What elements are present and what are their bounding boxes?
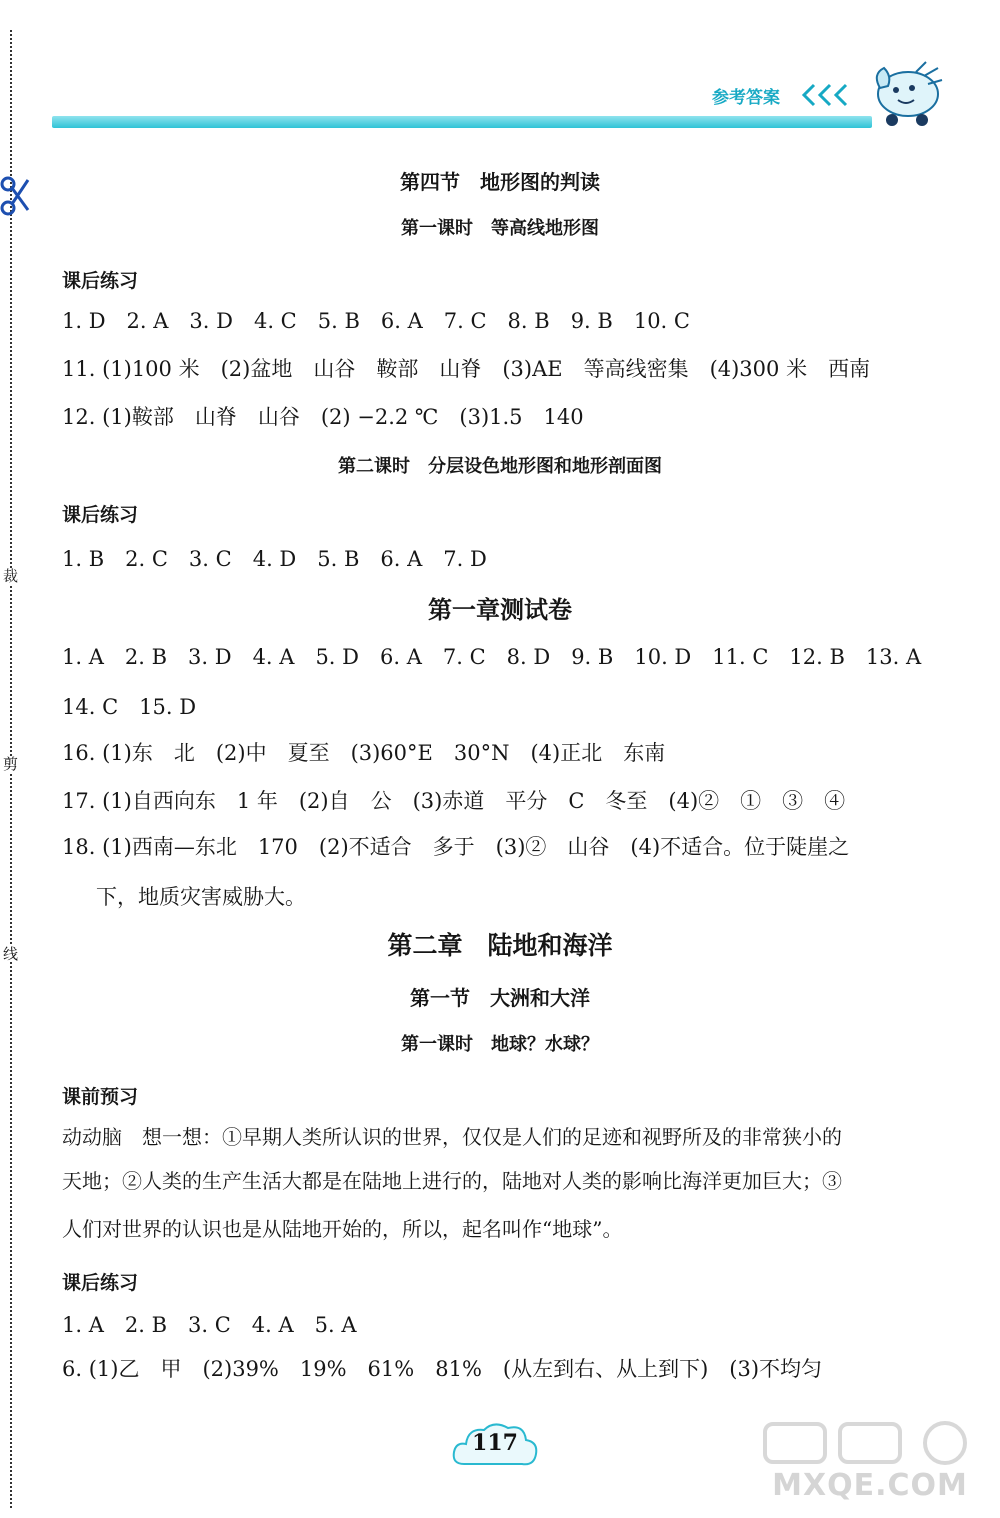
exercise-label: 课后练习	[62, 504, 139, 526]
mascot-icon	[866, 54, 946, 130]
margin-mark-jian: 剪	[3, 755, 19, 773]
answer-line: 1. A 2. B 3. C 4. A 5. A	[62, 1313, 357, 1337]
lesson-title: 第二课时 分层设色地形图和地形剖面图	[338, 456, 662, 477]
answer-line: 18. (1)西南—东北 170 (2)不适合 多于 (3)② 山谷 (4)不适合。位于陡崖之	[62, 835, 850, 859]
margin-mark-xian: 线	[3, 945, 19, 963]
exercise-label: 课后练习	[62, 270, 139, 292]
watermark-logo-icon	[745, 1418, 995, 1468]
answer-line: 1. A 2. B 3. D 4. A 5. D 6. A 7. C 8. D 9. B 10. D 11. C 12. B 13. A	[62, 645, 922, 669]
answer-line: 6. (1)乙 甲 (2)39% 19% 61% 81% (从左到右、从上到下) (3)不均匀	[62, 1357, 823, 1381]
page-number-badge	[450, 1420, 540, 1472]
exercise-label: 课后练习	[62, 1272, 139, 1294]
test-title: 第一章测试卷	[428, 596, 572, 624]
answer-line: 12. (1)鞍部 山脊 山谷 (2) −2.2 ℃ (3)1.5 140	[62, 405, 584, 429]
lesson-title: 第一课时 地球？水球？	[401, 1034, 599, 1055]
paragraph-line: 动动脑 想一想：①早期人类所认识的世界，仅仅是人们的足迹和视野所及的非常狭小的	[62, 1125, 842, 1149]
answer-line: 11. (1)100 米 (2)盆地 山谷 鞍部 山脊 (3)AE 等高线密集 (4)300 米 西南	[62, 357, 871, 381]
header-bar	[52, 116, 872, 128]
header-title: 参考答案	[712, 88, 780, 108]
answer-line: 17. (1)自西向东 1 年 (2)自 公 (3)赤道 平分 C 冬至 (4)② ① ③ ④	[62, 789, 846, 813]
answer-line: 16. (1)东 北 (2)中 夏至 (3)60°E 30°N (4)正北 东南	[62, 741, 666, 765]
paragraph-line: 天地；②人类的生产生活大都是在陆地上进行的，陆地对人类的影响比海洋更加巨大；③	[62, 1169, 842, 1193]
chapter-title: 第二章 陆地和海洋	[387, 931, 613, 960]
watermark	[745, 1418, 995, 1508]
paragraph-line: 人们对世界的认识也是从陆地开始的，所以，起名叫作“地球”。	[62, 1217, 623, 1241]
section-title: 第四节 地形图的判读	[400, 170, 600, 194]
answer-line: 1. D 2. A 3. D 4. C 5. B 6. A 7. C 8. B 9. B 10. C	[62, 309, 690, 333]
answer-line: 14. C 15. D	[62, 695, 197, 719]
answer-line: 下，地质灾害威胁大。	[96, 885, 306, 909]
lesson-title: 第一课时 等高线地形图	[401, 218, 599, 239]
margin-mark-cai: 裁	[3, 567, 19, 585]
chevrons-left-icon	[800, 82, 852, 108]
watermark-text: MXQE.COM	[772, 1468, 968, 1503]
section-title: 第一节 大洲和大洋	[410, 986, 590, 1010]
answer-line: 1. B 2. C 3. C 4. D 5. B 6. A 7. D	[62, 547, 487, 571]
page-number: 117	[472, 1430, 518, 1456]
preview-label: 课前预习	[62, 1086, 139, 1108]
